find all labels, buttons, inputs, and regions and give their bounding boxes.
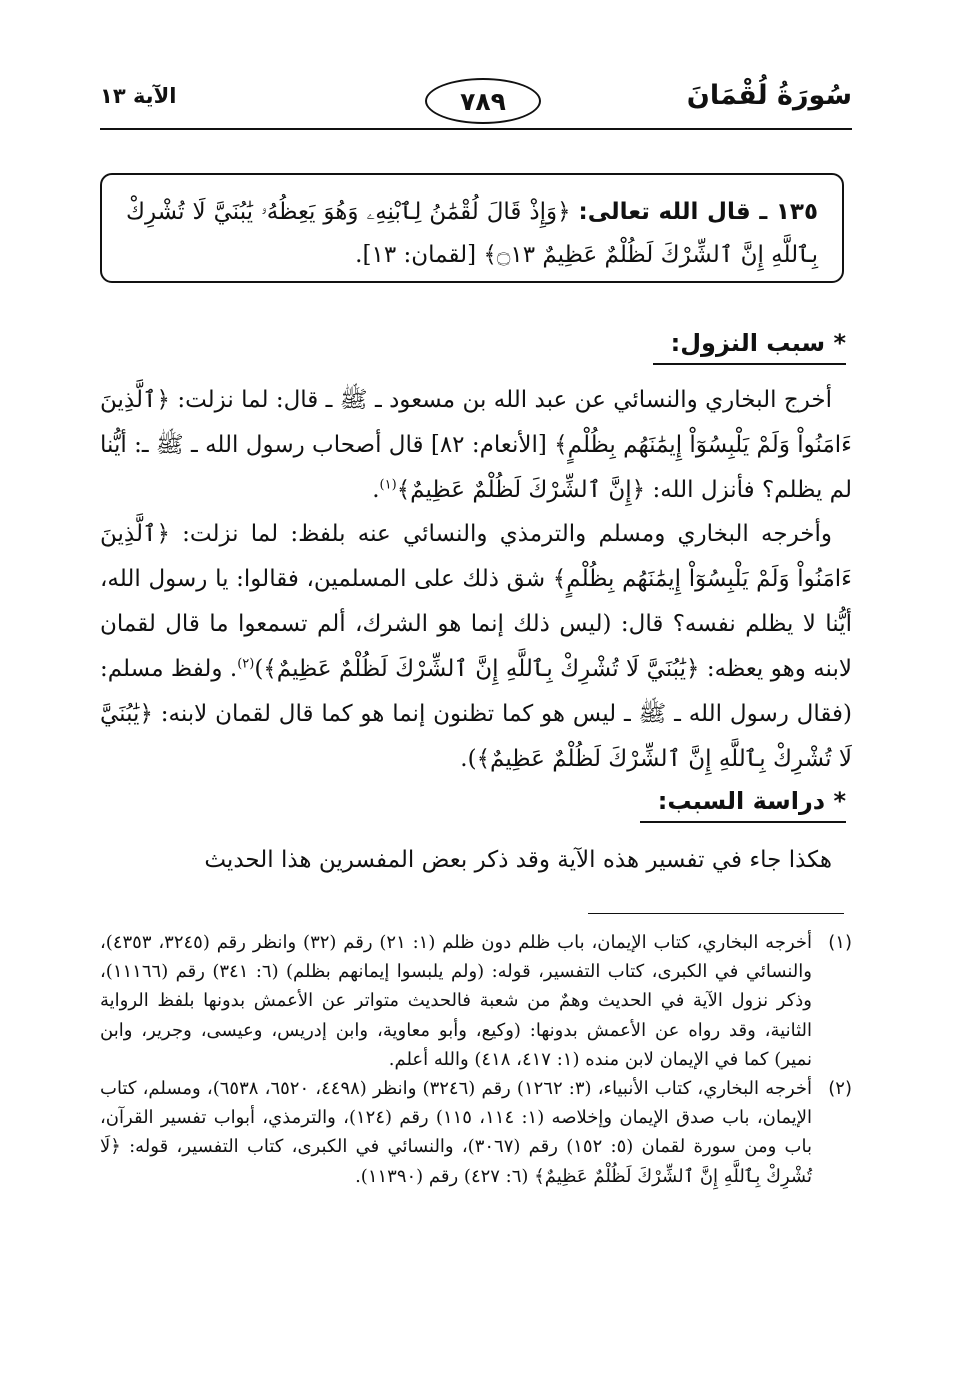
verse-box [100, 173, 844, 283]
cause-text-2a: وأخرجه البخاري ومسلم والترمذي والنسائي عنه بلفظ: لما نزلت: ﴿ٱلَّذِينَ ءَامَنُواْ وَلَمْ يَلْبِسُوٓاْ إِيمَٰنَهُم بِظُلْمٍ﴾ شق ذلك على المسلمين، فقالوا: يا رسول الله، أيُّنا لا يظلم نفسه؟ قال: (ليس ذلك إنما هو الشرك، ألم تسمعوا ما قال لقمان لابنه وهو يعظه: ﴿يَٰبُنَيَّ لَا تُشْرِكْ بِٱللَّهِ إِنَّ ٱلشِّرْكَ لَظُلْمٌ عَظِيمٌ﴾) [100, 521, 853, 682]
footnotes [100, 928, 852, 1191]
footnote-text: أخرجه البخاري، كتاب الإيمان، باب ظلم دون ظلم (١: ٢١) رقم (٣٢) وانظر رقم (٣٢٤٥، ٤٣٥٣)، والنسائي في الكبرى، كتاب التفسير، قوله: (ولم يلبسوا إيمانهم بظلم) (٦: ٣٤١) رقم (١١١٦٦)، وذكر نزول الآية في الحديث وهمٌ من شعبة فالحديث متواتر عن الأعمش بدونها بلفظ الرواية الثانية، وقد رواه عن الأعمش بدونها: (وكيع، وأبو معاوية، وابن إدريس، وعيسى، وجرير، وابن نمير) كما في الإيمان لابن منده (١: ٤١٧، ٤١٨) والله أعلم. [100, 932, 813, 1070]
page-header [100, 70, 852, 130]
footnote-text: أخرجه البخاري، كتاب الأنبياء، (٣: ١٢٦٢) رقم (٣٢٤٦) وانظر (٤٤٩٨، ٦٥٢٠، ٦٥٣٨)، ومسلم، كتاب الإيمان، باب صدق الإيمان وإخلاصه (١: ١١٤، ١١٥) رقم (١٢٤)، والترمذي، أبواب تفسير القرآن، باب ومن سورة لقمان (٥: ١٥٢) رقم (٣٠٦٧)، والنسائي في الكبرى، كتاب التفسير، قوله: ﴿لَا تُشْرِكْ بِٱللَّهِ إِنَّ ٱلشِّرْكَ لَظُلْمٌ عَظِيمٌ﴾ (٦: ٤٢٧) رقم (١١٣٩٠). [100, 1078, 813, 1187]
footnote-ref-1: (١) [379, 477, 397, 493]
footnote-marker: (١) [828, 932, 852, 953]
header-divider [100, 128, 852, 130]
cause-text-1-end: . [372, 477, 380, 503]
study-text: هكذا جاء في تفسير هذه الآية وقد ذكر بعض المفسرين هذا الحديث [204, 847, 832, 873]
footnote-marker: (٢) [828, 1078, 852, 1100]
cause-text-2b: . ولفظ مسلم: (فقال رسول الله ـ ﷺ ـ ليس هو كما تظنون إنما هو كما قال لقمان لابنه: ﴿يَٰبُنَيَّ لَا تُشْرِكْ بِٱللَّهِ إِنَّ ٱلشِّرْكَ لَظُلْمٌ عَظِيمٌ﴾). [100, 656, 852, 772]
verse-text: ﴿وَإِذْ قَالَ لُقْمَٰنُ لِٱبْنِهِۦ وَهُوَ يَعِظُهُۥ يَٰبُنَيَّ لَا تُشْرِكْ بِٱللَّهِ إِنَّ ٱلشِّرْكَ لَظُلْمٌ عَظِيمٌ ۝١٣﴾ [126, 199, 818, 268]
study-heading: * دراسة السبب: [640, 787, 846, 823]
footnote-1 [100, 928, 852, 1074]
surah-name: سُورَةُ لُقْمَانَ [686, 80, 852, 111]
page-number-text: ٧٨٩ [460, 86, 506, 116]
cause-paragraph-1 [100, 378, 852, 513]
footnote-2 [100, 1074, 852, 1191]
ayah-label: الآية ١٣ [100, 84, 177, 108]
page-number [425, 78, 541, 124]
study-paragraph [100, 838, 852, 883]
verse-reference: [لقمان: ١٣]. [355, 242, 477, 268]
cause-text-1: أخرج البخاري والنسائي عن عبد الله بن مسعود ـ ﷺ ـ قال: لما نزلت: ﴿ٱلَّذِينَ ءَامَنُواْ وَلَمْ يَلْبِسُوٓاْ إِيمَٰنَهُم بِظُلْمٍ﴾ [الأنعام: ٨٢] قال أصحاب رسول الله ـ ﷺ ـ: أيُّنا لم يظلم؟ فأنزل الله: ﴿إِنَّ ٱلشِّرْكَ لَظُلْمٌ عَظِيمٌ﴾ [100, 387, 852, 503]
footnote-divider [588, 913, 844, 914]
cause-paragraph-2 [100, 512, 852, 782]
verse-number: ١٣٥ ـ قال الله تعالى: [578, 199, 818, 225]
footnote-ref-2: (٢) [237, 656, 255, 672]
cause-heading: * سبب النزول: [653, 329, 846, 365]
